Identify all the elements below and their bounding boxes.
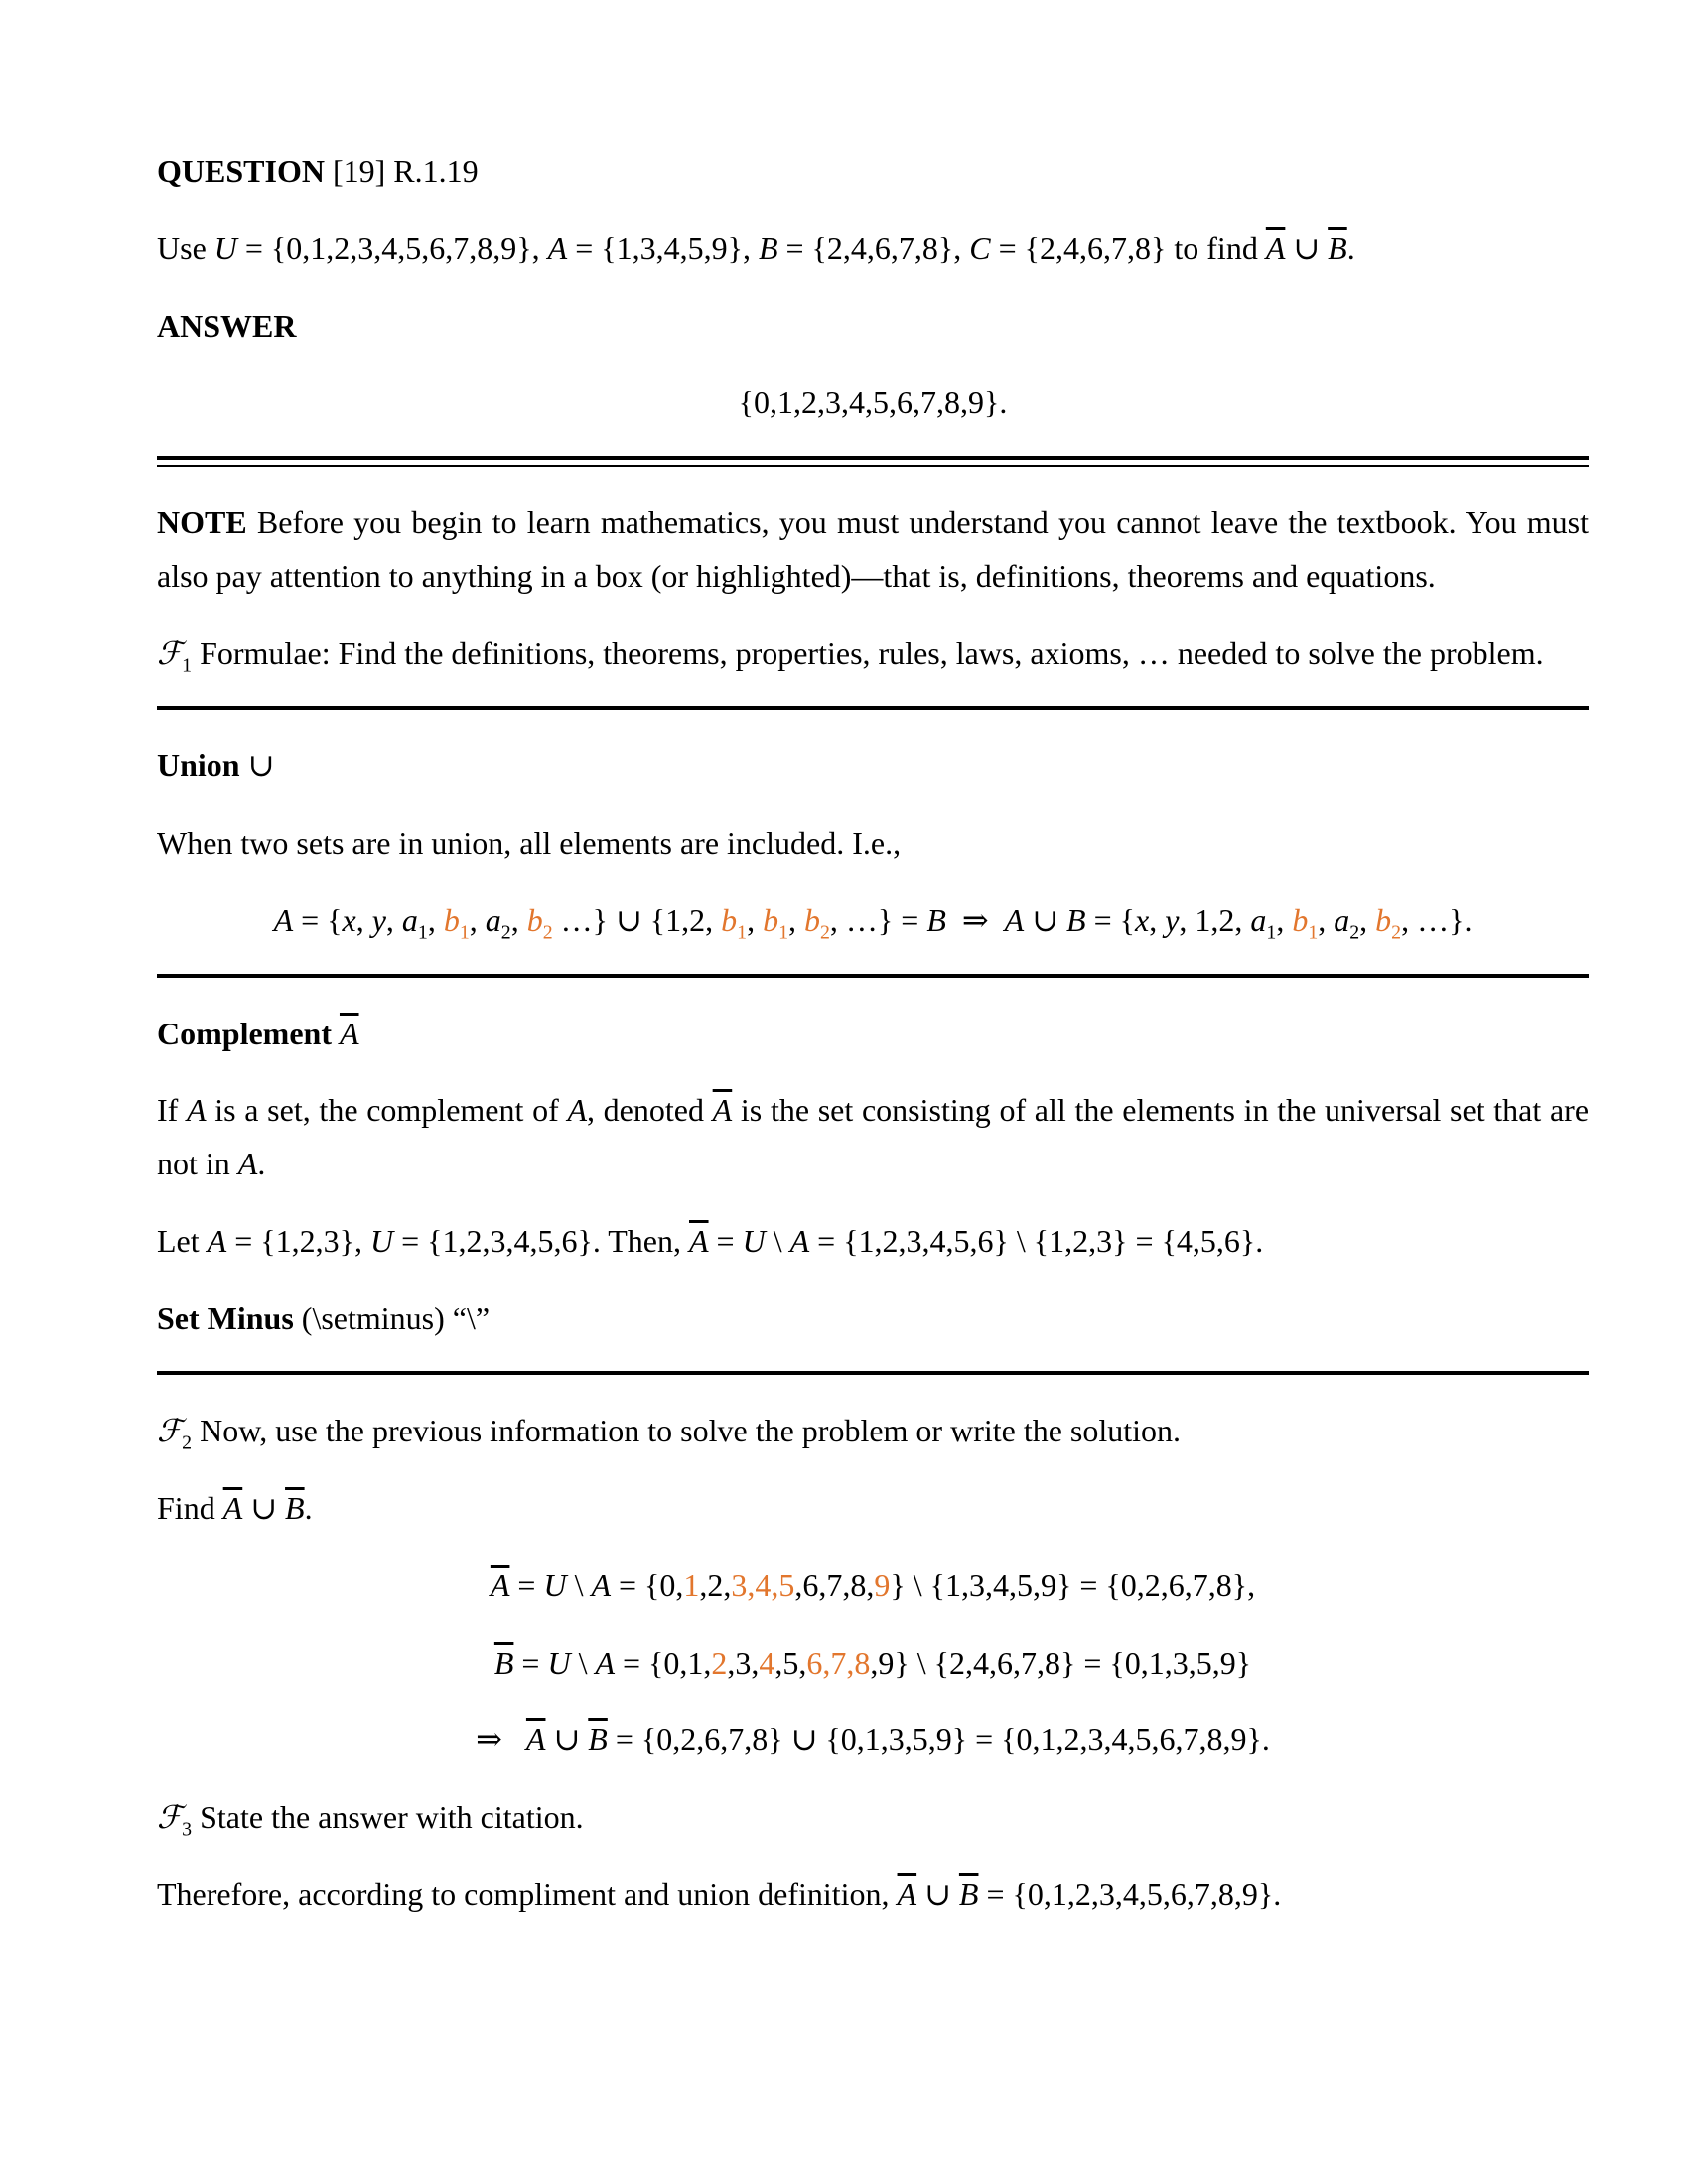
complement-definition: If A is a set, the complement of A, denoted $\overline{A}$ is the set consisting of all the elements in the universal set that are not in A.: [157, 1092, 1590, 1181]
formulae-step-2: ℱ$_2$ Now, use the previous information to solve the problem or write the solution.: [157, 1413, 1182, 1454]
section-rule-solution: [157, 1371, 1589, 1375]
section-rule-complement: [157, 974, 1589, 978]
equation-union-result: ⇒ $\overline{A}$ ∪ $\overline{B} = \{0,2,6,7,8\}$ ∪ {0,1,3,5,9} = {0,1,2,3,4,5,6,7,8,9}.: [476, 1721, 1270, 1758]
set-minus-heading: Set Minus (\setminus) “\”: [157, 1299, 491, 1336]
formulae-step-1: ℱ$_1$ Formulae: Find the definitions, theorems, properties, rules, laws, axioms, … needed to solve the problem.: [157, 634, 1544, 676]
answer-value: {0,1,2,3,4,5,6,7,8,9}.: [738, 384, 1008, 421]
formulae-step-3: ℱ$_3$ State the answer with citation.: [157, 1799, 584, 1841]
equation-complement-b: $\overline{B} = U$ \ A = {0,1,2,3,4,5,6,7,8,9} \ {2,4,6,7,8} = {0,1,3,5,9}: [493, 1644, 1252, 1681]
union-description: When two sets are in union, all elements are included. I.e.,: [157, 825, 902, 861]
note-paragraph: NOTE Before you begin to learn mathematics, you must understand you cannot leave the textbook. You must also pay attention to anything in a box (or highlighted)—that is, definitions, theorems and equations.: [157, 504, 1589, 594]
problem-statement: Use U = {0,1,2,3,4,5,6,7,8,9}, A = {1,3,4,5,9}, B = {2,4,6,7,8}, C = {2,4,6,7,8} to find $\overline{A}$ ∪ $\overline{B}$.: [157, 229, 1355, 266]
find-statement: Find $\overline{A}$ ∪ $\overline{B}$.: [157, 1490, 313, 1526]
question-title: QUESTION [19] R.1.19: [157, 153, 479, 189]
union-formula: A = {x, y, $a_1$, $b_1$, $a_2$, $b_2$ …} ∪ {1,2, $b_1$, $b_1$, $b_2$, …} = B ⇒ A ∪ B = {x, y, 1,2, $a_1$, $b_1$, $a_2$, $b_2$, …}.: [273, 901, 1473, 944]
answer-label: ANSWER: [157, 307, 297, 343]
section-rule-union: [157, 706, 1589, 710]
answer-separator-double-rule: [157, 456, 1589, 467]
equation-complement-a: $\overline{A} = U$ \ A = {0,1,2,3,4,5,6,7,8,9} \ {1,3,4,5,9} = {0,2,6,7,8},: [490, 1567, 1256, 1603]
complement-heading: Complement $\overline{A}$: [157, 1015, 359, 1051]
union-heading: Union ∪: [157, 748, 275, 784]
conclusion-statement: Therefore, according to compliment and union definition, $\overline{A}$ ∪ $\overline{B} = \{0,1,2,3,4,5,6,7,8,9\}$.: [157, 1875, 1282, 1912]
complement-example: Let A = {1,2,3}, U = {1,2,3,4,5,6}. Then, $\overline{A} = U$ \ A = {1,2,3,4,5,6} \ {1,2,3} = {4,5,6}.: [157, 1222, 1264, 1259]
